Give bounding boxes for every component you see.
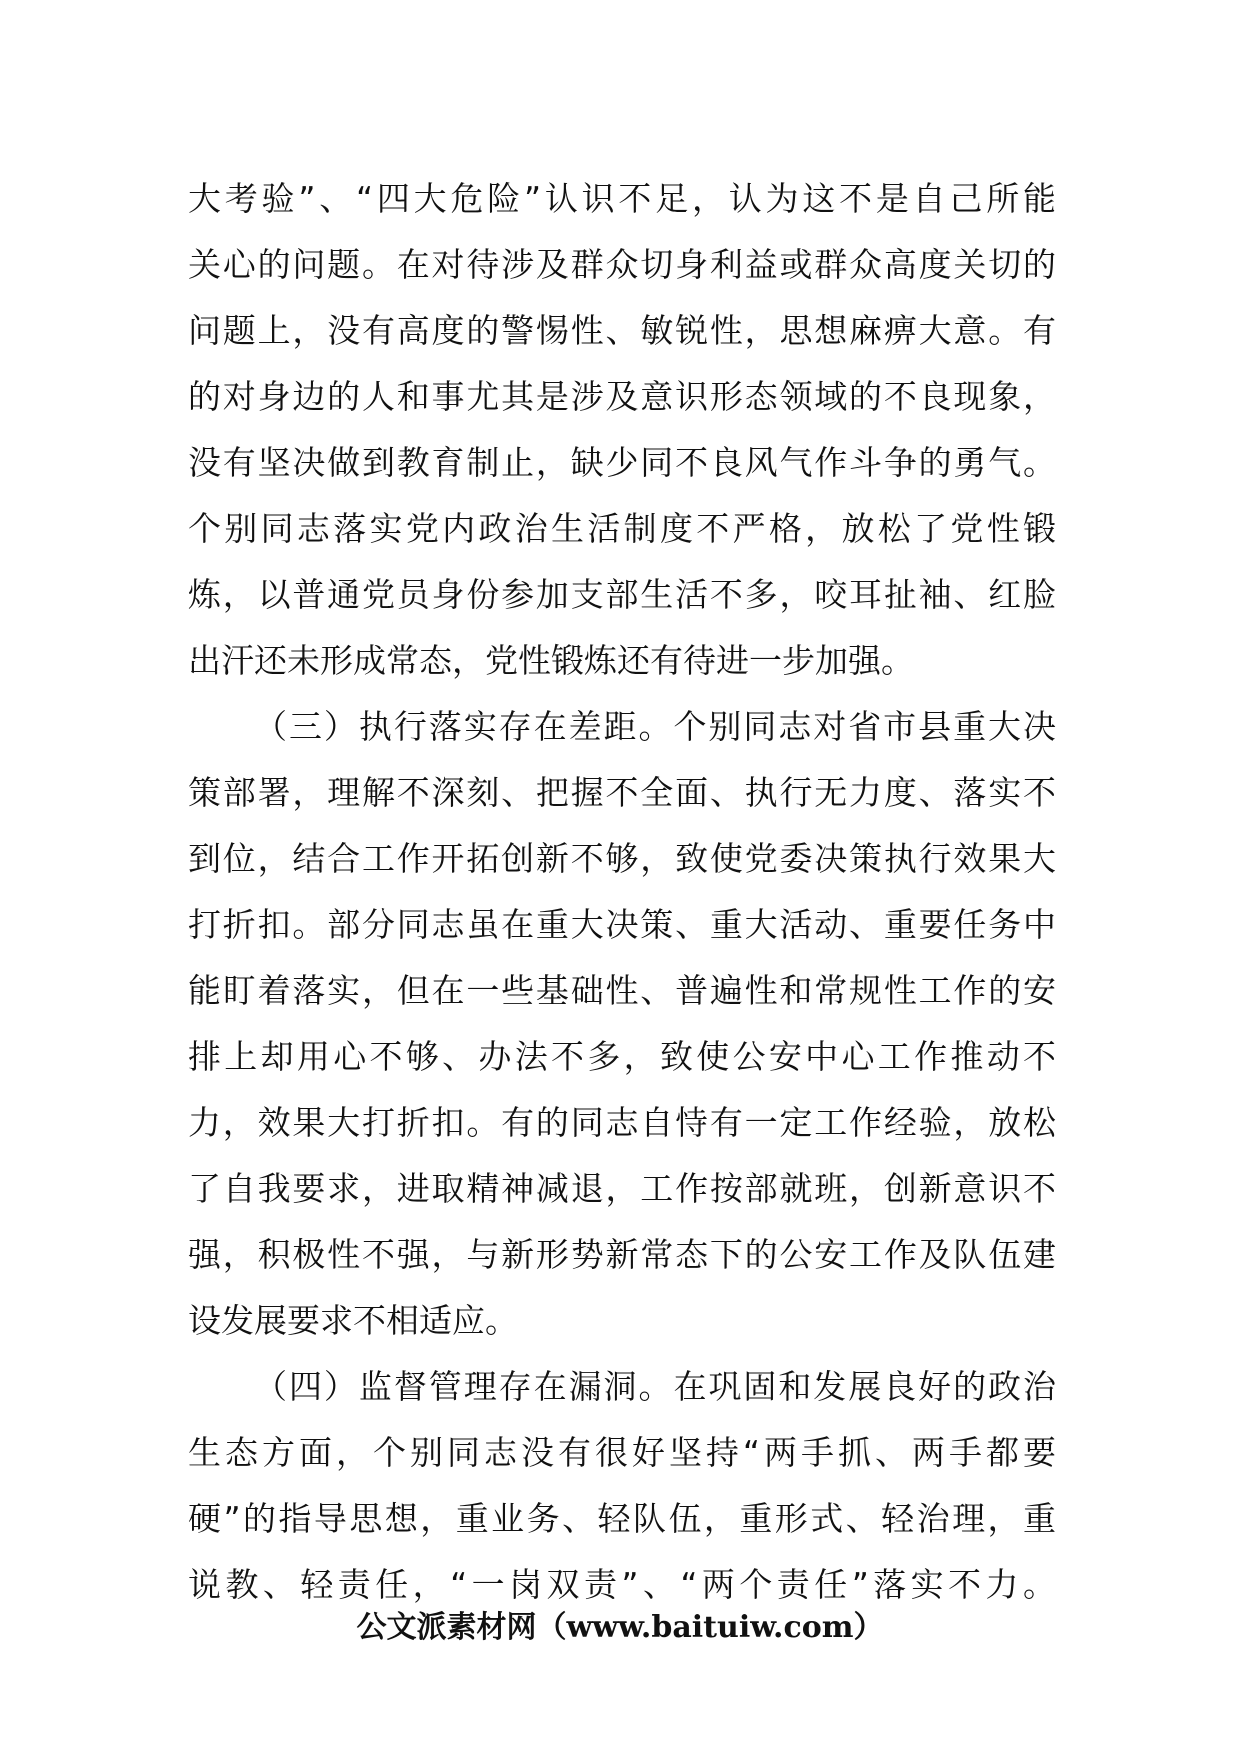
text-line: 策部署，理解不深刻、把握不全面、执行无力度、落实不 xyxy=(188,773,1056,812)
document-body xyxy=(188,166,1056,1618)
text-line: 到位，结合工作开拓创新不够，致使党委决策执行效果大 xyxy=(188,839,1056,878)
text-line: 个别同志落实党内政治生活制度不严格，放松了党性锻 xyxy=(188,509,1056,548)
text-line: 大考验”、“四大危险”认识不足，认为这不是自己所能 xyxy=(188,179,1056,218)
text-line: 生态方面，个别同志没有很好坚持“两手抓、两手都要 xyxy=(188,1433,1056,1472)
text-line: 出汗还未形成常态，党性锻炼还有待进一步加强。 xyxy=(188,641,914,680)
section-three-heading-line: （三）执行落实存在差距。个别同志对省市县重大决 xyxy=(254,707,1056,746)
text-line: 了自我要求，进取精神减退，工作按部就班，创新意识不 xyxy=(188,1169,1056,1208)
text-line: 设发展要求不相适应。 xyxy=(188,1301,518,1340)
text-line: 能盯着落实，但在一些基础性、普遍性和常规性工作的安 xyxy=(188,971,1056,1010)
text-line: 说教、轻责任，“一岗双责”、“两个责任”落实不力。 xyxy=(188,1565,1056,1604)
text-line: 硬”的指导思想，重业务、轻队伍，重形式、轻治理，重 xyxy=(188,1499,1056,1538)
text-line: 排上却用心不够、办法不多，致使公安中心工作推动不 xyxy=(188,1037,1056,1076)
text-line: 没有坚决做到教育制止，缺少同不良风气作斗争的勇气。 xyxy=(188,443,1056,482)
page-footer: 公文派素材网（www.baituiw.com） xyxy=(356,1610,884,1645)
text-line: 关心的问题。在对待涉及群众切身利益或群众高度关切的 xyxy=(188,245,1056,284)
text-line: 问题上，没有高度的警惕性、敏锐性，思想麻痹大意。有 xyxy=(188,311,1056,350)
text-line: 强，积极性不强，与新形势新常态下的公安工作及队伍建 xyxy=(188,1235,1056,1274)
text-line: 的对身边的人和事尤其是涉及意识形态领域的不良现象， xyxy=(188,377,1056,416)
text-line: 炼，以普通党员身份参加支部生活不多，咬耳扯袖、红脸 xyxy=(188,575,1056,614)
text-line: 力，效果大打折扣。有的同志自恃有一定工作经验，放松 xyxy=(188,1103,1056,1142)
text-line: 打折扣。部分同志虽在重大决策、重大活动、重要任务中 xyxy=(188,905,1056,944)
section-four-heading-line: （四）监督管理存在漏洞。在巩固和发展良好的政治 xyxy=(254,1367,1056,1406)
